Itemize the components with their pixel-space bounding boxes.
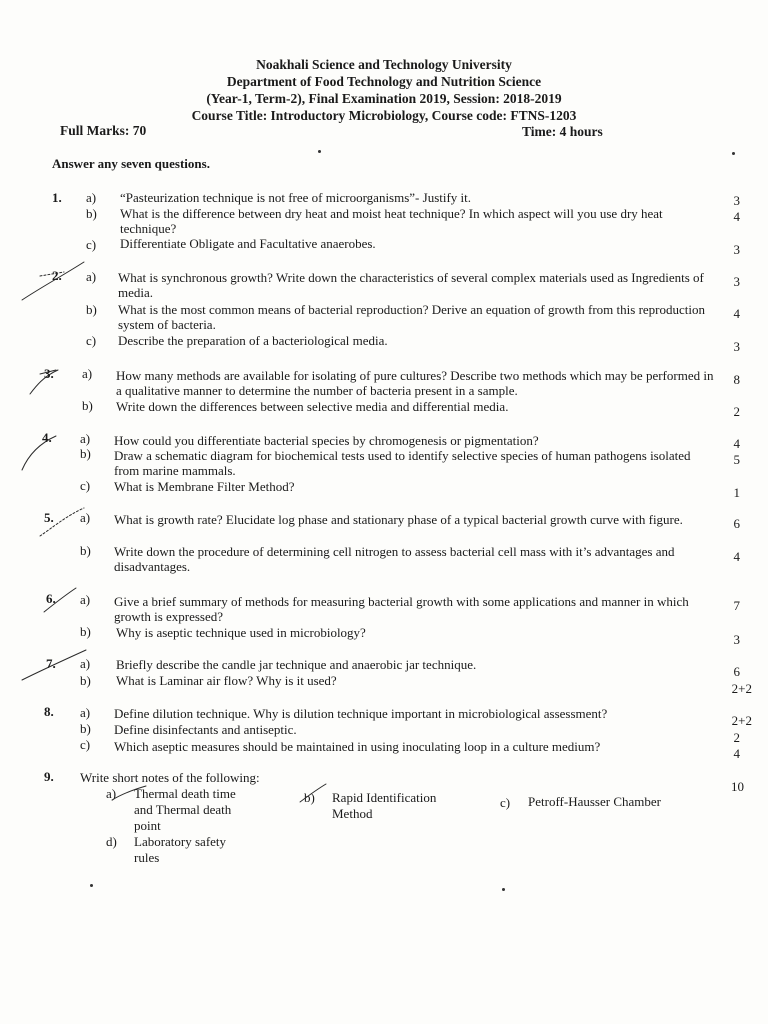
- question-number: 8.: [44, 704, 54, 719]
- question-text: Why is aseptic technique used in microbiology?: [116, 625, 366, 640]
- marks: 3: [733, 193, 740, 208]
- question-text: What is Membrane Filter Method?: [114, 479, 295, 494]
- question-text: Which aseptic measures should be maintained in using inoculating loop in a culture medium?: [114, 739, 601, 754]
- full-marks: Full Marks: 70: [60, 123, 147, 138]
- marks: 2+2: [731, 713, 752, 728]
- marks: 2+2: [731, 681, 752, 696]
- course-info: Course Title: Introductory Microbiology, Course code: FTNS-1203: [191, 108, 577, 123]
- question-number: 5.: [44, 510, 54, 525]
- part-label: c): [86, 333, 97, 348]
- department-name: Department of Food Technology and Nutrition Science: [226, 74, 542, 89]
- part-label: b): [304, 790, 315, 805]
- question-text: Define disinfectants and antiseptic.: [114, 722, 297, 737]
- part-label: a): [80, 656, 91, 671]
- question-number: 7.: [46, 656, 56, 671]
- part-label: b): [86, 302, 97, 317]
- question-text: Differentiate Obligate and Facultative anaerobes.: [120, 236, 376, 251]
- part-label: b): [80, 446, 91, 461]
- part-label: c): [80, 737, 91, 752]
- marks: 3: [733, 274, 740, 289]
- question-text: Briefly describe the candle jar technique and anaerobic jar technique.: [116, 657, 477, 672]
- question-text: What is growth rate? Elucidate log phase and stationary phase of a typical bacterial growth curve with figure.: [114, 512, 683, 527]
- question-text: How many methods are available for isolating of pure cultures? Describe two methods which may be performed in a qualitative manner to determine the number of bacteria present in a sample.: [116, 368, 714, 398]
- question-text: What is the most common means of bacterial reproduction? Derive an equation of growth from this reproduction system of bacteria.: [118, 302, 705, 332]
- marks: 2: [733, 404, 740, 419]
- question-text: Give a brief summary of methods for measuring bacterial growth with some applications and manner in which growth is expressed?: [114, 594, 689, 624]
- marks: 4: [733, 306, 740, 321]
- part-label: c): [500, 795, 511, 810]
- question-number: 9.: [44, 769, 54, 784]
- exam-time: Time: 4 hours: [522, 124, 603, 139]
- part-label: a): [80, 431, 91, 446]
- question-text: Define dilution technique. Why is dilution technique important in microbiological assessment?: [114, 706, 608, 721]
- part-label: a): [86, 269, 97, 284]
- short-note-c: Petroff-Hausser Chamber: [528, 794, 661, 809]
- part-label: a): [86, 190, 97, 205]
- marks: 4: [733, 549, 740, 564]
- question-text: What is synchronous growth? Write down the characteristics of several complex materials used as Ingredients of media.: [118, 270, 704, 300]
- part-label: b): [86, 206, 97, 221]
- marks: 3: [733, 242, 740, 257]
- question-number: 1.: [52, 190, 62, 205]
- ink-speck: [732, 152, 735, 155]
- marks: 5: [733, 452, 740, 467]
- instruction: Answer any seven questions.: [52, 156, 210, 171]
- marks: 6: [733, 516, 740, 531]
- question-number: 4.: [42, 430, 52, 445]
- marks: 1: [733, 485, 740, 500]
- marks: 10: [731, 779, 744, 794]
- marks: 2: [733, 730, 740, 745]
- part-label: c): [80, 478, 91, 493]
- question-text: Write down the differences between selective media and differential media.: [116, 399, 509, 414]
- question-text: Write down the procedure of determining cell nitrogen to assess bacterial cell mass with it’s advantages and disadvantages.: [114, 544, 675, 574]
- marks: 4: [733, 746, 740, 761]
- short-note-a: Thermal death time and Thermal death point: [134, 786, 236, 833]
- marks: 8: [733, 372, 740, 387]
- marks: 4: [733, 436, 740, 451]
- ink-speck: [318, 150, 321, 153]
- question-text: What is the difference between dry heat and moist heat technique? In which aspect will you use dry heat technique?: [120, 206, 663, 236]
- part-label: b): [80, 673, 91, 688]
- marks: 4: [733, 209, 740, 224]
- marks: 3: [733, 339, 740, 354]
- part-label: a): [82, 366, 93, 381]
- question-text: “Pasteurization technique is not free of microorganisms”- Justify it.: [120, 190, 472, 205]
- university-name: Noakhali Science and Technology University: [256, 57, 512, 72]
- question-text: Write short notes of the following:: [80, 770, 260, 785]
- part-label: c): [86, 237, 97, 252]
- part-label: a): [80, 705, 91, 720]
- question-number: 2.: [52, 268, 62, 283]
- question-text: Draw a schematic diagram for biochemical tests used to identify selective species of human pathogens isolated from marine mammals.: [114, 448, 691, 478]
- short-note-b: Rapid Identification Method: [332, 790, 437, 821]
- question-number: 6.: [46, 591, 56, 606]
- short-note-d: Laboratory safety rules: [134, 834, 227, 865]
- part-label: a): [106, 786, 117, 801]
- question-text: Describe the preparation of a bacteriological media.: [118, 333, 388, 348]
- ink-speck: [502, 888, 505, 891]
- marks: 7: [733, 598, 740, 613]
- part-label: b): [80, 543, 91, 558]
- question-number: 3.: [44, 366, 54, 381]
- part-label: a): [80, 592, 91, 607]
- exam-info: (Year-1, Term-2), Final Examination 2019, Session: 2018-2019: [206, 91, 562, 106]
- ink-speck: [90, 884, 93, 887]
- question-text: How could you differentiate bacterial species by chromogenesis or pigmentation?: [114, 433, 539, 448]
- part-label: d): [106, 834, 117, 849]
- part-label: b): [80, 624, 91, 639]
- marks: 3: [733, 632, 740, 647]
- part-label: a): [80, 510, 91, 525]
- marks: 6: [733, 664, 740, 679]
- question-text: What is Laminar air flow? Why is it used?: [116, 673, 337, 688]
- part-label: b): [80, 721, 91, 736]
- part-label: b): [82, 398, 93, 413]
